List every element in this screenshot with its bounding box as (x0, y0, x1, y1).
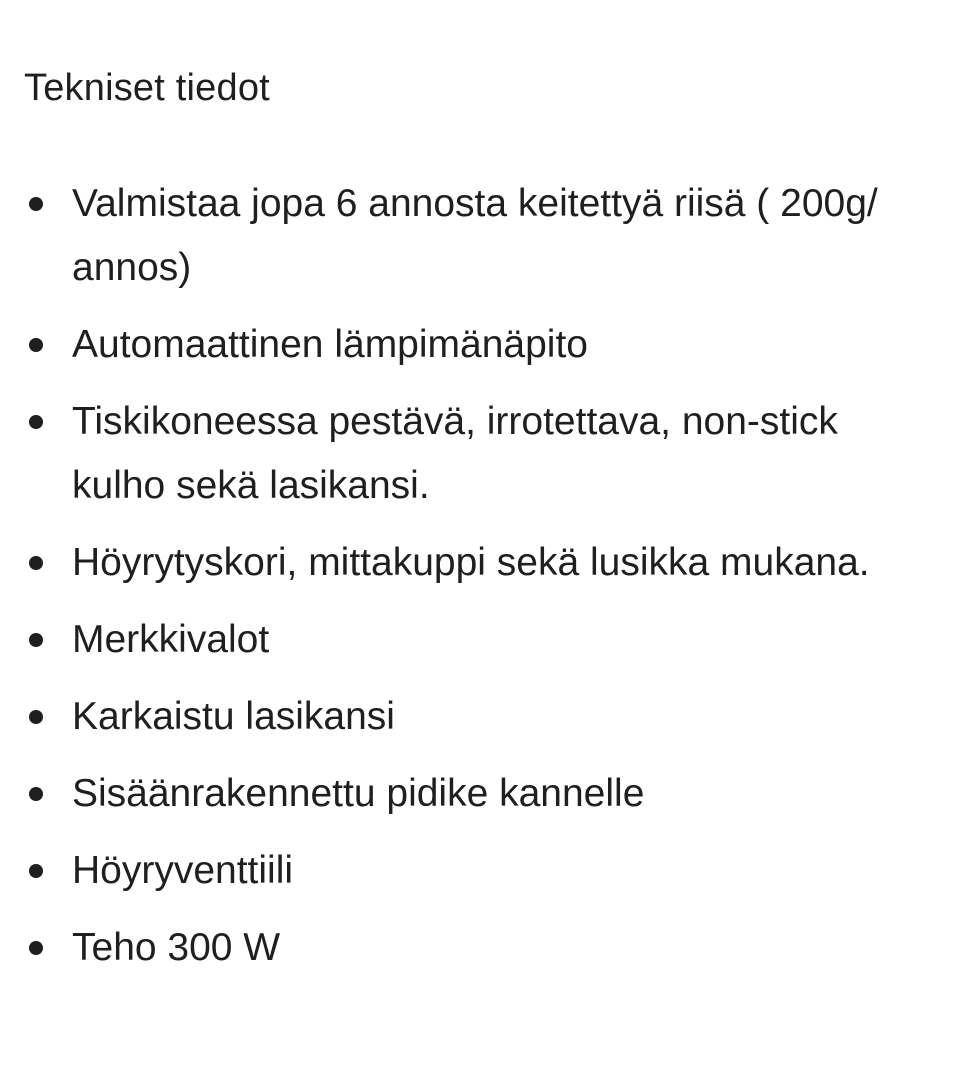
section-title: Tekniset tiedot (24, 67, 270, 109)
spec-text: Valmistaa jopa 6 annosta keitettyä riisä ( 200g/ annos) (72, 182, 878, 289)
bullet-icon (29, 941, 43, 955)
bullet-icon (29, 864, 43, 878)
list-item (0, 839, 960, 903)
list-item (0, 762, 960, 826)
bullet-icon (29, 556, 43, 570)
bullet-icon (29, 633, 43, 647)
spec-text: Karkaistu lasikansi (72, 695, 395, 738)
spec-text: Merkkivalot (72, 618, 270, 661)
bullet-icon (29, 710, 43, 724)
list-item (0, 608, 960, 672)
list-item (0, 313, 960, 377)
spec-text: Automaattinen lämpimänäpito (72, 323, 588, 366)
bullet-icon (29, 197, 43, 211)
spec-text: Sisäänrakennettu pidike kannelle (72, 772, 645, 815)
list-item (0, 531, 960, 595)
bullet-icon (29, 338, 43, 352)
spec-text: Tiskikoneessa pestävä, irrotettava, non-stick kulho sekä lasikansi. (72, 400, 838, 507)
spec-text: Höyrytyskori, mittakuppi sekä lusikka mukana. (72, 541, 870, 584)
spec-text: Teho 300 W (72, 926, 281, 969)
spec-list (0, 172, 960, 993)
list-item (0, 685, 960, 749)
list-item (0, 172, 960, 300)
list-item (0, 390, 960, 518)
bullet-icon (29, 787, 43, 801)
bullet-icon (29, 415, 43, 429)
list-item (0, 916, 960, 980)
spec-text: Höyryventtiili (72, 849, 294, 892)
